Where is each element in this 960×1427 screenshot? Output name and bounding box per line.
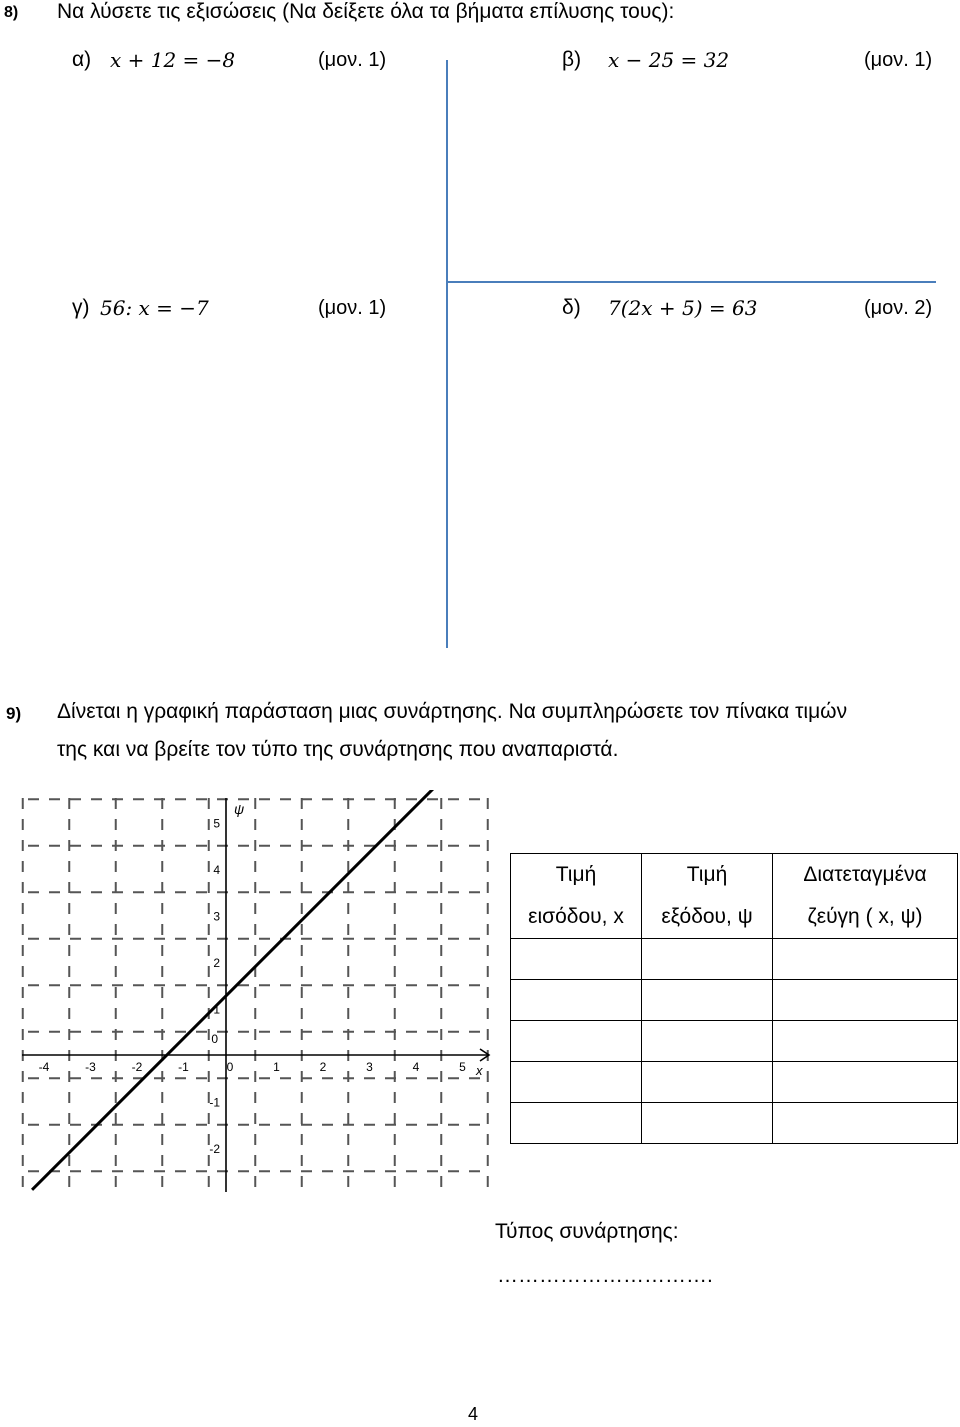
- part-d-equation: 7(2x + 5) = 63: [608, 296, 758, 320]
- input-cell[interactable]: [511, 1062, 642, 1103]
- function-graph: [0, 790, 500, 1200]
- part-b-label: β): [562, 48, 582, 71]
- y-tick-label: -1: [209, 1095, 220, 1110]
- input-cell[interactable]: [511, 939, 642, 980]
- question-number-8: 8): [4, 4, 19, 21]
- part-b-equation: x − 25 = 32: [608, 48, 730, 72]
- x-tick-label: 3: [366, 1060, 373, 1074]
- grid-lines: [23, 798, 490, 1192]
- header-input-line-1: Τιμή: [555, 863, 597, 886]
- part-b-points: (μον. 1): [864, 49, 933, 71]
- part-a-points: (μον. 1): [318, 49, 387, 71]
- header-pairs-line-2: ζεύγη ( x, ψ): [807, 905, 923, 928]
- formula-label: Τύπος συνάρτησης:: [495, 1220, 679, 1243]
- output-cell[interactable]: [642, 1062, 773, 1103]
- table-row: [511, 1103, 958, 1144]
- part-a-equation: x + 12 = −8: [110, 48, 236, 72]
- x-tick-label: 0: [226, 1060, 234, 1074]
- header-ordered-pairs: [773, 854, 958, 939]
- y-tick-label: 1: [213, 1002, 220, 1017]
- function-line: [32, 790, 437, 1190]
- y-tick-label: 2: [213, 956, 220, 970]
- pair-cell[interactable]: [773, 1062, 958, 1103]
- header-output-line-1: Τιμή: [686, 863, 728, 886]
- formula-answer-blank[interactable]: ………………………….: [497, 1264, 713, 1287]
- x-tick-label: 1: [273, 1060, 280, 1074]
- vertical-divider: [446, 60, 448, 648]
- function-line-group: [32, 790, 437, 1190]
- y-tick-label: -2: [209, 1142, 220, 1156]
- x-tick-label: 4: [412, 1060, 420, 1074]
- pair-cell[interactable]: [773, 980, 958, 1021]
- part-d-points: (μον. 2): [864, 297, 933, 319]
- table-row: [511, 980, 958, 1021]
- question-8-instruction: Να λύσετε τις εξισώσεις (Να δείξετε όλα τα βήματα επίλυσης τους):: [57, 0, 675, 23]
- x-tick-label: -3: [85, 1060, 96, 1074]
- output-cell[interactable]: [642, 939, 773, 980]
- x-tick-label: -4: [38, 1060, 50, 1074]
- x-tick-label: -2: [131, 1060, 143, 1074]
- values-table: [510, 853, 958, 1144]
- header-input-line-2: εισόδου, x: [528, 905, 624, 928]
- x-tick-label: 5: [459, 1060, 466, 1074]
- question-9-line-2: της και να βρείτε τον τύπο της συνάρτησης που αναπαριστά.: [57, 738, 619, 761]
- x-tick-label: -1: [178, 1060, 189, 1074]
- input-cell[interactable]: [511, 1021, 642, 1062]
- table-row: [511, 1021, 958, 1062]
- output-cell[interactable]: [642, 1021, 773, 1062]
- input-cell[interactable]: [511, 1103, 642, 1144]
- header-pairs-line-1: Διατεταγμένα: [803, 863, 927, 886]
- y-tick-label: 4: [213, 863, 220, 877]
- pair-cell[interactable]: [773, 1021, 958, 1062]
- x-axis-label: x: [476, 1063, 483, 1078]
- output-cell[interactable]: [642, 1103, 773, 1144]
- table-row: [511, 939, 958, 980]
- part-a-label: α): [72, 48, 92, 71]
- header-output-line-2: εξόδου, ψ: [661, 905, 753, 928]
- input-cell[interactable]: [511, 980, 642, 1021]
- x-tick-label: 2: [319, 1060, 327, 1074]
- y-tick-label: 3: [213, 909, 220, 924]
- table-row: [511, 1062, 958, 1103]
- header-input-x: [511, 854, 642, 939]
- part-c-equation: 56: x = −7: [100, 296, 209, 320]
- tick-labels: [39, 801, 483, 1156]
- question-number-9: 9): [6, 704, 22, 723]
- y-tick-label: 0: [211, 1032, 218, 1046]
- horizontal-divider: [448, 281, 936, 283]
- part-d-label: δ): [562, 296, 581, 319]
- output-cell[interactable]: [642, 980, 773, 1021]
- y-axis-label: ψ: [234, 801, 245, 817]
- part-c-points: (μον. 1): [318, 297, 387, 319]
- question-9-line-1: Δίνεται η γραφική παράσταση μιας συνάρτησης. Να συμπληρώσετε τον πίνακα τιμών: [57, 700, 848, 723]
- part-c-label: γ): [72, 296, 90, 319]
- pair-cell[interactable]: [773, 939, 958, 980]
- y-tick-label: 5: [213, 816, 220, 831]
- header-output-y: [642, 854, 773, 939]
- pair-cell[interactable]: [773, 1103, 958, 1144]
- page-number: 4: [468, 1404, 479, 1424]
